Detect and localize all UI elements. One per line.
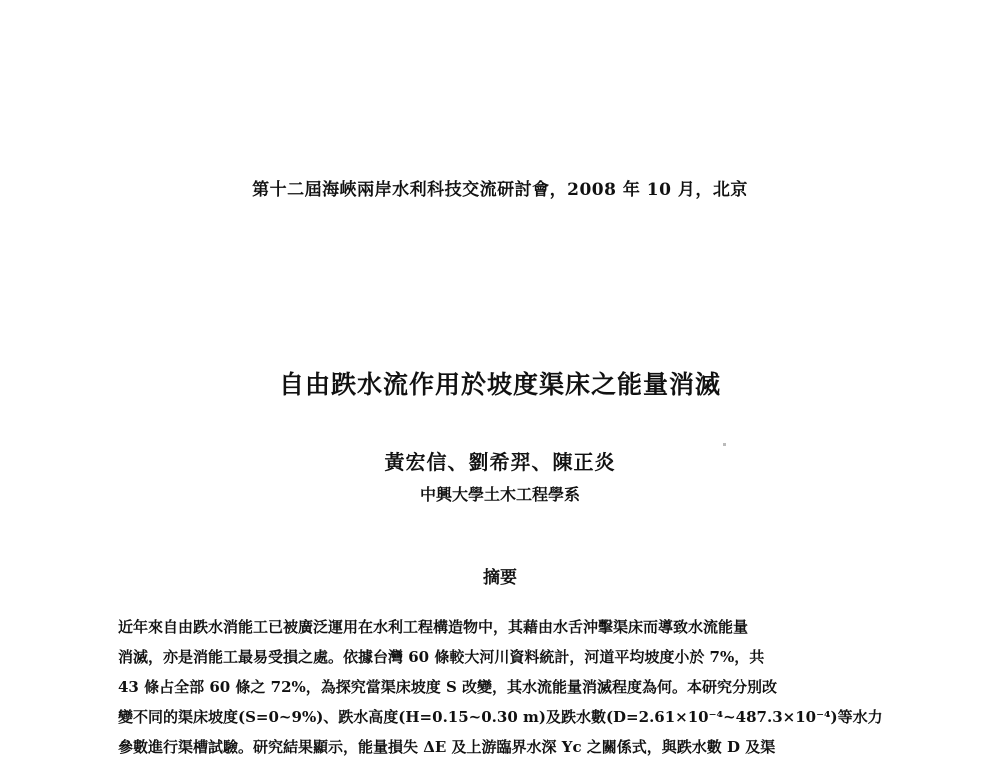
author-list: 黃宏信、劉希羿、陳正炎 — [384, 450, 616, 474]
paper-title: 自由跌水流作用於坡度渠床之能量消滅 — [278, 370, 721, 399]
abstract-line-4: 變不同的渠床坡度(S=0~9%)、跌水高度(H=0.15~0.30 m)及跌水數(D=2.61×10⁻⁴~487.3×10⁻⁴)等水力 — [118, 708, 883, 726]
abstract-line-5: 參數進行渠槽試驗。研究結果顯示，能量損失 ΔE 及上游臨界水深 Yc 之關係式，與跌水數 D 及渠 — [118, 738, 776, 756]
abstract-line-2: 消滅，亦是消能工最易受損之處。依據台灣 60 條較大河川資料統計，河道平均坡度小於 7%，共 — [118, 648, 765, 666]
affiliation: 中興大學土木工程學系 — [419, 485, 580, 504]
abstract-heading: 摘要 — [483, 568, 517, 588]
abstract-line-1: 近年來自由跌水消能工已被廣泛運用在水利工程構造物中，其藉由水舌沖擊渠床而導致水流能量 — [118, 618, 749, 636]
abstract-line-3: 43 條占全部 60 條之 72%，為探究當渠床坡度 S 改變，其水流能量消滅程度為何。本研究分別改 — [118, 678, 778, 696]
conference-header: 第十二屆海峽兩岸水利科技交流研討會，2008 年 10 月，北京 — [252, 180, 748, 200]
abstract-body — [118, 612, 882, 762]
